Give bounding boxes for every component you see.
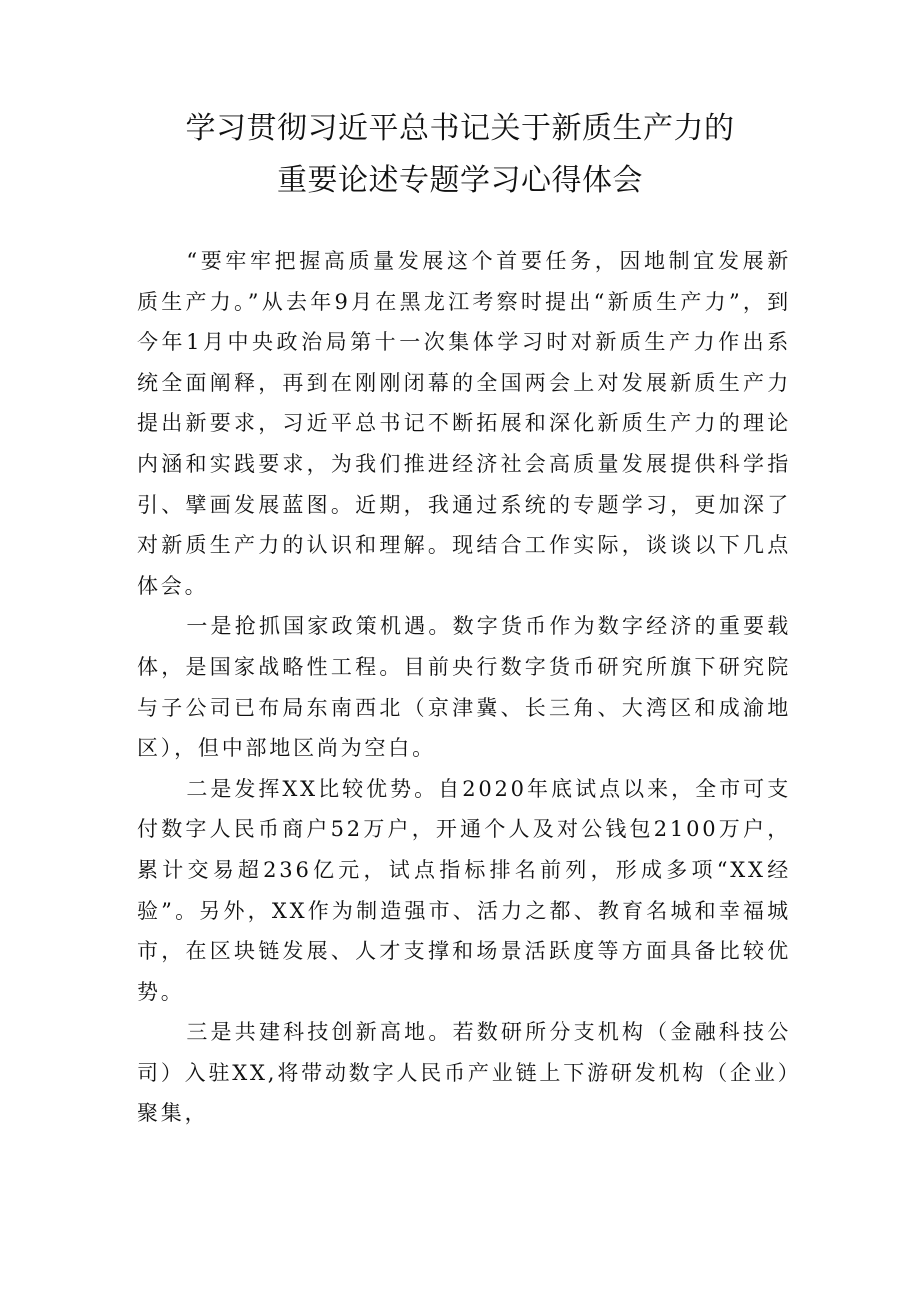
title-line-2: 重要论述专题学习心得体会 bbox=[277, 163, 643, 198]
document-title bbox=[0, 103, 920, 207]
paragraph-point-3: 三是共建科技创新高地。若数研所分支机构（金融科技公司）入驻XX,将带动数字人民币产业链上下游研发机构（企业）聚集， bbox=[137, 1020, 791, 1126]
title-line-1: 学习贯彻习近平总书记关于新质生产力的 bbox=[185, 111, 735, 146]
paragraph-point-2: 二是发挥XX比较优势。自2020年底试点以来，全市可支付数字人民币商户52万户，开通个人及对公钱包2100万户，累计交易超236亿元，试点指标排名前列，形成多项“XX经验”。另外，XX作为制造强市、活力之都、教育名城和幸福城市，在区块链发展、人才支撑和场景活跃度等方面具备比较优势。 bbox=[137, 776, 791, 1004]
document-body bbox=[137, 241, 791, 1134]
paragraph-intro: “要牢牢把握高质量发展这个首要任务，因地制宜发展新质生产力。”从去年9月在黑龙江考察时提出“新质生产力”，到今年1月中央政治局第十一次集体学习时对新质生产力作出系统全面阐释，再到在刚刚闭幕的全国两会上对发展新质生产力提出新要求，习近平总书记不断拓展和深化新质生产力的理论内涵和实践要求，为我们推进经济社会高质量发展提供科学指引、擘画发展蓝图。近期，我通过系统的专题学习，更加深了对新质生产力的认识和理解。现结合工作实际，谈谈以下几点体会。 bbox=[137, 249, 791, 598]
paragraph-point-1: 一是抢抓国家政策机遇。数字货币作为数字经济的重要载体，是国家战略性工程。目前央行数字货币研究所旗下研究院与子公司已布局东南西北（京津冀、长三角、大湾区和成渝地区），但中部地区尚为空白。 bbox=[137, 614, 791, 761]
